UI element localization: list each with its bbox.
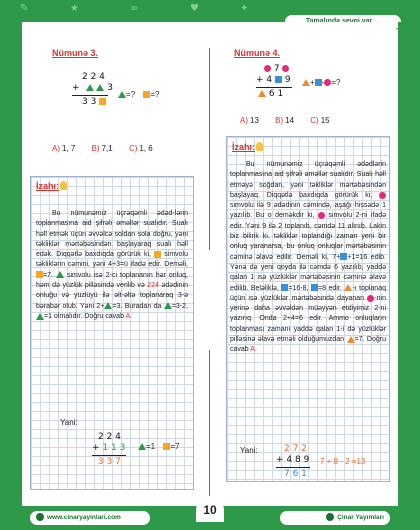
izah-right-expression: 7 + 8 - 2 =13 bbox=[320, 457, 366, 466]
square-icon bbox=[311, 284, 318, 291]
example3-row2: + 3 bbox=[72, 83, 114, 93]
izah-right-sum-row2: + 4 8 9 bbox=[276, 455, 310, 465]
example3-result-digits: 3 3 bbox=[82, 97, 97, 107]
izah-right-p1: Bu nümunəmiz üçrəqəmli ədədlərin toplanmasına aid şifrəli əməllər sualıdır. Sualı həll etməyə soğdan, yəni təkliklər mərtəbəsindən başlayaq. Diqqətlə baxdıqda görürük ki, bbox=[230, 161, 386, 199]
circle-icon bbox=[318, 212, 325, 219]
footer-website-text: www.cinaryayinlari.com bbox=[47, 514, 121, 521]
izah-left-addition bbox=[92, 432, 126, 468]
example4-row1-digit: 7 bbox=[273, 64, 280, 74]
side-label-bg bbox=[202, 250, 218, 350]
option-value: 13 bbox=[250, 116, 259, 125]
option-letter: B) bbox=[275, 116, 284, 125]
example3-question-b: =? bbox=[150, 90, 160, 99]
option-value: 15 bbox=[320, 116, 330, 125]
doodle-icon: ∞ bbox=[130, 3, 139, 14]
option-letter: A) bbox=[52, 144, 60, 153]
example3-question-a: =? bbox=[126, 90, 136, 99]
option-letter: B) bbox=[91, 144, 100, 153]
lightbulb-icon bbox=[256, 142, 263, 151]
izah-left-p3: simvolu isə 2-ci toplananın hər onluq, həm də yüzlük pilləsində verilib və bbox=[36, 271, 188, 290]
example3-title: Nümunə 3. bbox=[52, 48, 99, 58]
square-icon bbox=[315, 79, 322, 86]
example4-options bbox=[240, 116, 344, 125]
sum-rule bbox=[72, 95, 108, 96]
izah-left-title-text: İzahı: bbox=[36, 181, 60, 191]
footer-publisher-text: Çinar Yayımları bbox=[337, 514, 384, 521]
option-b[interactable] bbox=[92, 144, 113, 153]
triangle-icon bbox=[347, 336, 355, 343]
example3-addition bbox=[72, 72, 114, 108]
sum-rule bbox=[92, 455, 126, 456]
izah-left-p3-number: 224 bbox=[147, 282, 159, 290]
izah-left-sum-row2-digits: 1 1 3 bbox=[102, 443, 126, 453]
option-letter: C) bbox=[128, 144, 138, 153]
doodle-icon: ✎ bbox=[20, 3, 29, 14]
triangle-icon bbox=[302, 79, 310, 86]
izah-left-sq-eq: =7 bbox=[170, 442, 180, 451]
sum-rule bbox=[276, 467, 310, 468]
izah-right-sum-result: 7 6 1 bbox=[284, 469, 307, 479]
example4-row2-end: 9 bbox=[284, 75, 291, 85]
izah-right-p1h: -nin yerinə daha əvvəldən müəyyən etdiyimiz 2-ni yazırıq. Onda 2+4=6 edir. Ammo onluqların toplanması zamanı yaddə qalan 1-i də yüzlüklər pilləsinə əlavə etməli olduğumuzdan bbox=[230, 294, 386, 344]
square-icon bbox=[99, 98, 106, 105]
izah-right-addition bbox=[276, 444, 310, 480]
izah-left-sum-row1: 2 2 4 bbox=[98, 432, 121, 442]
izah-right-answer: A. bbox=[250, 346, 257, 354]
izah-left-p3b: ədədinin onluğu və yüzlüyü ilə əlt-əltə toplanaraq 3-ə bərabər olub. Yəni 2+ bbox=[36, 282, 188, 310]
example4-row2: + 4 9 bbox=[256, 75, 291, 85]
option-value: 7,1 bbox=[101, 144, 113, 153]
triangle-icon bbox=[164, 302, 172, 309]
example4-row1 bbox=[256, 64, 292, 75]
example4-addition bbox=[256, 64, 292, 100]
triangle-icon bbox=[258, 90, 266, 97]
izah-left-answer: A. bbox=[125, 312, 133, 320]
triangle-icon bbox=[36, 313, 44, 320]
left-border bbox=[0, 22, 22, 508]
izah-left-text bbox=[36, 209, 188, 322]
triangle-icon bbox=[138, 443, 146, 450]
circle-icon bbox=[379, 192, 386, 199]
izah-right-p1d: +1=16 edib. Yənə də yeni qoyda ilə cəmdə 6 yazılıb, yaddə qalan 1 isə yüzlüklər mərtəbəsinin cəminə əlavə edilib. Beləliklə, bbox=[230, 253, 386, 292]
option-c[interactable] bbox=[129, 144, 153, 153]
izah-left-values bbox=[138, 442, 179, 451]
circle-icon bbox=[264, 65, 271, 72]
triangle-icon bbox=[96, 84, 104, 91]
circle-icon bbox=[282, 65, 289, 72]
star-icon: ★ bbox=[70, 3, 79, 14]
heart-icon: ♥ bbox=[190, 3, 199, 14]
option-letter: C) bbox=[310, 116, 319, 125]
square-icon bbox=[154, 251, 161, 258]
right-border bbox=[398, 22, 420, 508]
example4-result bbox=[256, 89, 292, 100]
izah-left-p4: =1 olmalıdır. Doğru cavab bbox=[44, 312, 124, 320]
izah-left-sum-row2: + 1 1 3 bbox=[92, 443, 126, 453]
izah-right-sum-row1: 2 7 2 bbox=[284, 444, 307, 454]
example3-row1: 2 2 4 bbox=[82, 72, 105, 82]
izah-left-p1: Bu nümunəmiz üçrəqəmli ədəd-lərin toplanmasına aid şifrəli əməllər sualıdır. Sualı həll etmək üçün əvvəlcə soldan sola doğru, yəni təkliklər mərtəbəsindən başlayaraq sualı həll edək. Diqqətlə baxdıqda görürük ki, bbox=[36, 210, 188, 259]
square-icon bbox=[36, 271, 43, 278]
example4-result-digits: 6 1 bbox=[268, 89, 284, 99]
izah-right-p1c: simvolu 2-ni ifadə edir. Yəni 9 ilə 2 toplanıb, cəmdə 11 alınıb. Lakin biz bilirik ki, təkliklər toplandığı zaman yeni bir onluq yaranarsa, bu onluq onluqlar mərtəbəsinin cəminə əlavə edilir. Deməli ki, 7+ bbox=[230, 212, 386, 261]
option-value: 14 bbox=[285, 116, 295, 125]
footer-publisher[interactable] bbox=[280, 511, 390, 525]
triangle-icon bbox=[118, 91, 126, 98]
izah-right-p1b: simvolu ilə 9 ədədinin cəmində, aşağı hissədə 1 yazılıb. Bu o deməkdir ki, bbox=[230, 202, 386, 220]
izah-right-p1g: -ı toplanaq üçün isə yüzlüklər mərtəbəsində dayanan bbox=[230, 284, 386, 302]
example4-title: Nümunə 4. bbox=[234, 48, 281, 58]
social-icon bbox=[326, 513, 334, 521]
example3-options bbox=[52, 144, 167, 153]
example4-row2-digit: 4 bbox=[266, 75, 273, 85]
izah-left-p2: simvolu təkliklərin cəmini, yəni 4+3=ü ifadə edir. Deməli, bbox=[36, 251, 188, 269]
page-number: 10 bbox=[196, 498, 224, 522]
globe-icon bbox=[36, 513, 44, 521]
option-b[interactable] bbox=[275, 116, 294, 125]
example4-question: + - =? bbox=[302, 78, 340, 87]
example4-plus: + bbox=[310, 78, 315, 87]
izah-left-p2b: =7. bbox=[43, 271, 53, 279]
izah-right-p1f: =8 edir. bbox=[318, 284, 342, 292]
example3-result bbox=[72, 97, 108, 108]
star-icon: ✦ bbox=[240, 3, 249, 14]
option-a[interactable] bbox=[240, 116, 259, 125]
izah-left-p3c: =3. Buradan da bbox=[112, 302, 162, 310]
option-letter: A) bbox=[240, 116, 248, 125]
sum-rule bbox=[256, 87, 292, 88]
option-a[interactable] bbox=[52, 144, 75, 153]
izah-left-p3d: =3-2, bbox=[171, 302, 188, 310]
triangle-icon bbox=[56, 271, 64, 278]
example3-row2-digit: 3 bbox=[107, 83, 114, 93]
footer-website[interactable] bbox=[30, 511, 150, 525]
izah-left-yani: Yani: bbox=[60, 418, 78, 427]
lightbulb-icon bbox=[60, 181, 67, 190]
izah-right-title bbox=[232, 142, 263, 152]
option-c[interactable] bbox=[310, 116, 329, 125]
izah-right-text bbox=[230, 160, 386, 356]
izah-right-sum-row2-digits: 4 8 9 bbox=[286, 455, 310, 465]
izah-right-p1i: =7. Doğru cavab bbox=[230, 336, 386, 354]
triangle-icon bbox=[86, 84, 94, 91]
example3-question bbox=[118, 90, 159, 99]
izah-left-title bbox=[36, 181, 67, 191]
izah-left-tri-eq: =1 bbox=[146, 442, 156, 451]
izah-right-title-text: İzahı: bbox=[232, 142, 256, 152]
example4-question-end: =? bbox=[331, 78, 341, 87]
option-value: 1, 6 bbox=[139, 144, 153, 153]
option-value: 1, 7 bbox=[62, 144, 76, 153]
izah-left-sum-result: 3 3 7 bbox=[98, 457, 121, 467]
izah-right-yani: Yani: bbox=[240, 446, 258, 455]
square-icon bbox=[275, 76, 282, 83]
izah-right-p1e: =16-8, bbox=[288, 284, 309, 292]
